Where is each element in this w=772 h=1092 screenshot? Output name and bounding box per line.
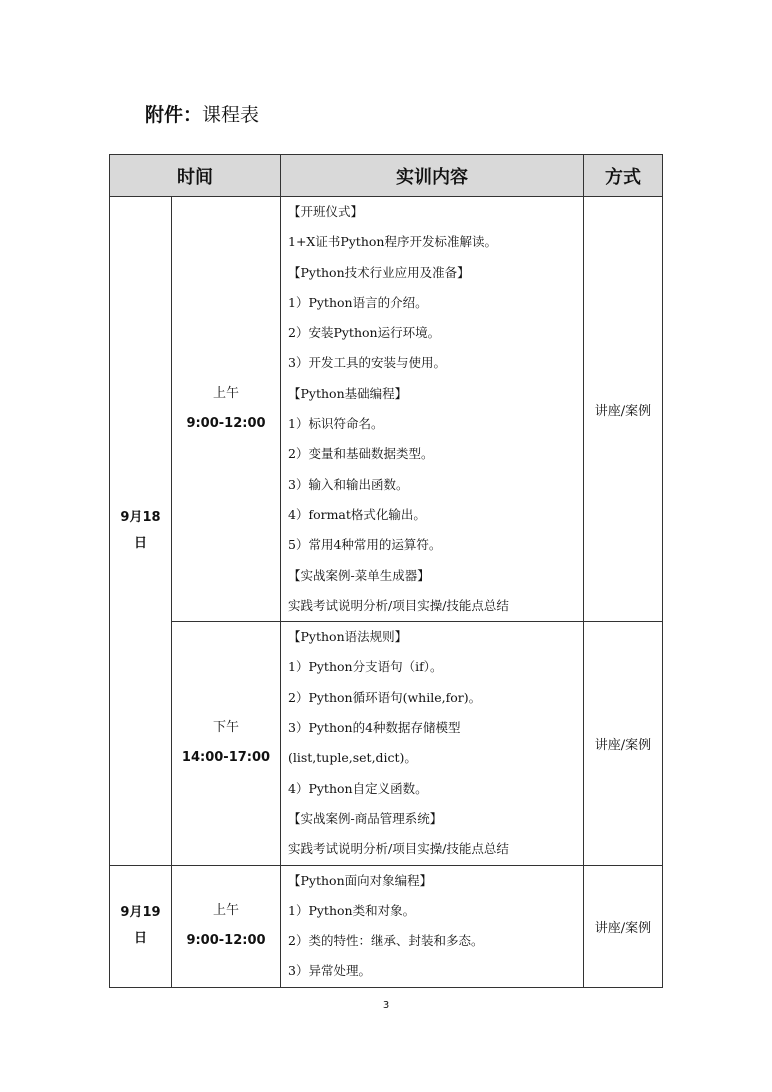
content-line: 2）安装Python运行环境。 (288, 325, 441, 341)
day2-date-line1: 9月19 (120, 905, 161, 921)
day1-morning-time (172, 197, 281, 622)
day2-date-cell (110, 865, 172, 987)
content-line: 2）变量和基础数据类型。 (288, 446, 434, 462)
header-content: 实训内容 (281, 155, 584, 197)
day1-morning-period: 上午 (212, 386, 239, 402)
content-line: 【实战案例-商品管理系统】 (288, 810, 443, 826)
day1-morning-method: 讲座/案例 (584, 197, 663, 622)
title-prefix: 附件： (145, 104, 203, 126)
day1-morning-range: 9:00-12:00 (186, 416, 266, 432)
content-line: 1）Python分支语句（if）。 (288, 659, 443, 675)
content-line: 4）format格式化输出。 (288, 506, 426, 522)
page-number: 3 (382, 1000, 390, 1011)
content-line: 2）Python循环语句(while,for)。 (288, 689, 482, 705)
content-line: 1）Python语言的介绍。 (288, 294, 428, 310)
day1-afternoon-row (110, 622, 663, 865)
day1-afternoon-period: 下午 (212, 720, 239, 736)
content-line: 【开班仪式】 (288, 204, 364, 219)
day2-morning-method: 讲座/案例 (584, 865, 663, 987)
day1-afternoon-content (281, 622, 584, 865)
day1-morning-row (110, 197, 663, 622)
content-line: 【Python技术行业应用及准备】 (288, 264, 470, 280)
day1-afternoon-method: 讲座/案例 (584, 622, 663, 865)
content-line: 1）标识符命名。 (288, 416, 384, 432)
content-line: 【Python语法规则】 (288, 629, 408, 645)
day2-date-line2: 日 (133, 931, 147, 947)
header-row (110, 155, 663, 197)
day1-date-line2: 日 (133, 535, 147, 551)
title-text: 课程表 (202, 104, 260, 126)
content-line: 2）类的特性：继承、封装和多态。 (288, 933, 484, 949)
day1-afternoon-time (172, 622, 281, 865)
content-line: 5）常用4种常用的运算符。 (288, 537, 442, 553)
schedule-table (109, 154, 663, 988)
day1-date-line1: 9月18 (120, 509, 161, 525)
day1-morning-content (281, 197, 584, 622)
header-method: 方式 (584, 155, 663, 197)
content-line: 1）Python类和对象。 (288, 902, 416, 918)
day1-afternoon-range: 14:00-17:00 (181, 750, 271, 766)
content-line: 3）Python的4种数据存储模型 (288, 720, 461, 736)
content-line: 3）开发工具的安装与使用。 (288, 355, 446, 371)
content-line: 3）异常处理。 (288, 963, 371, 979)
day2-morning-range: 9:00-12:00 (186, 933, 266, 949)
day1-date-cell (110, 197, 172, 866)
content-line: 3）输入和输出函数。 (288, 476, 409, 492)
content-line: 实践考试说明分析/项目实操/技能点总结 (288, 597, 509, 613)
day2-morning-time (172, 865, 281, 987)
content-line: 【Python面向对象编程】 (288, 872, 433, 888)
content-line: 实践考试说明分析/项目实操/技能点总结 (288, 841, 509, 857)
content-line: 1+X证书Python程序开发标准解读。 (288, 234, 497, 250)
day2-morning-content (281, 865, 584, 987)
day2-morning-period: 上午 (212, 903, 239, 919)
content-line: 【实战案例-菜单生成器】 (288, 567, 430, 583)
day2-morning-row (110, 865, 663, 987)
content-line: 【Python基础编程】 (288, 385, 408, 401)
content-line: (list,tuple,set,dict)。 (288, 750, 417, 766)
content-line: 4）Python自定义函数。 (288, 780, 428, 796)
header-time: 时间 (110, 155, 281, 197)
page-title (145, 100, 259, 127)
